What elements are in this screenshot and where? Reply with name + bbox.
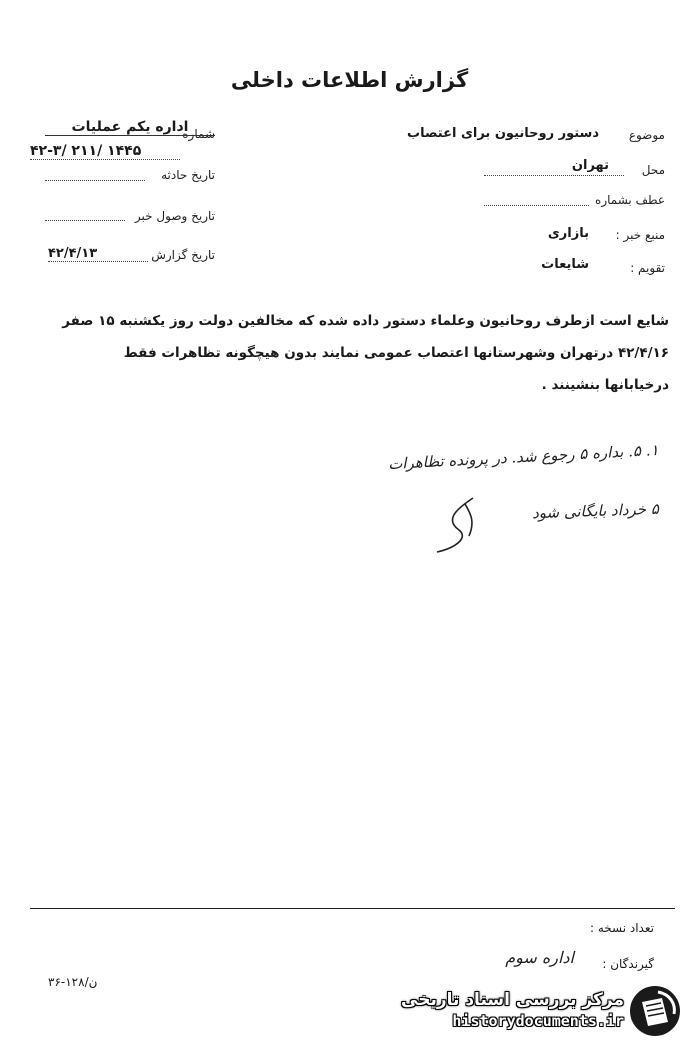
received-date-label: تاریخ وصول خبر bbox=[134, 209, 215, 223]
copies-label: تعداد نسخه : bbox=[589, 921, 654, 935]
incident-date-label: تاریخ حادثه bbox=[161, 168, 215, 182]
place-dots bbox=[484, 175, 624, 176]
subject-value: دستور روحانیون برای اعتصاب bbox=[407, 126, 599, 141]
number-value: اداره یکم عملیات bbox=[45, 119, 215, 136]
subject-label: موضوع bbox=[628, 128, 665, 142]
recipients-label: گیرندگان : bbox=[602, 957, 654, 971]
evaluation-value: شایعات bbox=[541, 257, 589, 272]
place-label: محل bbox=[641, 163, 665, 177]
body-line: ۴۲/۴/۱۶ درتهران وشهرستانها اعتصاب عمومی نمایند بدون هیچگونه تظاهرات فقط bbox=[123, 345, 669, 361]
document-title: گزارش اطلاعات داخلی bbox=[230, 68, 469, 92]
number-label: شماره bbox=[182, 127, 215, 141]
archive-logo-icon bbox=[628, 984, 683, 1039]
footer-divider bbox=[30, 908, 675, 909]
place-value: تهران bbox=[571, 158, 609, 173]
watermark-url: historydocuments.ir bbox=[452, 1012, 624, 1030]
evaluation-label: تقویم : bbox=[630, 261, 665, 275]
handwritten-note: ۵ خرداد بایگانی شود bbox=[531, 499, 660, 523]
reference-dots bbox=[484, 205, 589, 206]
incident-date-dots bbox=[45, 180, 145, 181]
source-value: بازاری bbox=[547, 226, 589, 241]
report-date-value: ۴۲/۴/۱۳ bbox=[48, 246, 148, 262]
reference-label: عطف بشماره bbox=[595, 193, 665, 207]
form-code: ن/۱۲۸-۳۶ bbox=[48, 975, 98, 989]
source-label: منبع خبر : bbox=[615, 228, 665, 242]
watermark-org-name: مرکز بررسی اسناد تاریخی bbox=[401, 990, 624, 1010]
report-date-label: تاریخ گزارش bbox=[151, 248, 215, 262]
handwritten-note: ۱. ۵. بداره ۵ رجوع شد. در پرونده تظاهرات bbox=[388, 440, 660, 474]
body-line: شایع است ازطرف روحانیون وعلماء دستور داده شده که مخالفین دولت روز یکشنبه ۱۵ صفر bbox=[62, 313, 669, 329]
body-line: درخیابانها بنشینند . bbox=[541, 377, 669, 393]
received-date-dots bbox=[45, 220, 125, 221]
number-code: ۴۲-۳/ ۲۱۱/ ۱۴۴۵ bbox=[30, 143, 180, 160]
handwritten-signature-icon bbox=[425, 490, 485, 560]
recipients-value: اداره سوم bbox=[505, 948, 574, 967]
